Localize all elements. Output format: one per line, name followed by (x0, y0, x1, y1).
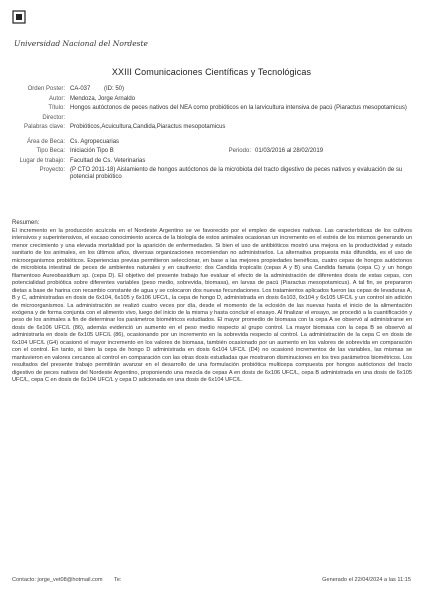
lugar-trabajo-row (0, 158, 423, 165)
tipo-beca-label: Tipo Beca: (36, 148, 65, 154)
proyecto-row (0, 167, 423, 182)
lugar-trabajo-label: Lugar de trabajo: (19, 157, 65, 164)
director-row (0, 115, 423, 122)
autor-label: Autor: (48, 95, 65, 102)
contact-email: Contacto: jorge_vet08@hotmail.com (12, 577, 103, 583)
periodo-label: Periodo: (228, 148, 251, 154)
generated-timestamp: Generado el 22/04/2024 a las 11:15 (322, 577, 411, 583)
director-label: Director: (42, 114, 65, 121)
palabras-clave-value: Probióticos,Acuicultura,Candida,Piaractus mesopotamicus (70, 124, 226, 130)
orden-poster-id: (ID: 50) (104, 86, 125, 92)
university-emblem-icon (12, 10, 26, 24)
university-logo (12, 10, 148, 50)
autor-value: Mendoza, Jorge Arnaldo (70, 95, 136, 102)
poster-metadata (0, 86, 423, 184)
titulo-label: Título: (48, 105, 65, 111)
director-value (70, 115, 410, 122)
proyecto-value: (P CTO 2011-18) Aislamiento de hongos autóctonos de la microbiota del tracto digestivo de peces nativos y evaluación de su potencial probiótico (70, 167, 403, 181)
contact-phone-label: Te: (114, 577, 122, 583)
proyecto-label: Proyecto: (39, 167, 65, 173)
tipo-beca-row (0, 148, 423, 155)
resumen-body: El incremento en la producción acuícola en el Nordeste Argentino se ve favorecido por el empleo de especies nativas. Las características de los cultivos intensivos y superintensivos, el escaso conocimiento acerca de la biología de estos animales ocasionan un incremento en el estrés de los mismos generando un menor crecimiento y una elevada mortalidad por la aparición de enfermedades. Si bien el uso de antibióticos mostró una mejora en la productividad y estado sanitario de los animales, en los últimos años, diversas organizaciones recomiendan no administrarlos. La alternativa propuesta más difundida, es el uso de microorganismos probióticos. Experiencias previas permitieron seleccionar, en base a las mejores propiedades benéficas, cuatro cepas de hongos autóctonos de microbiota intestinal de peces de ambientes naturales y en cautiverio: dos Candida tropicalis (cepas A y B) una Candida famata (cepa C) y un hongo filamentoso Aureobasidium sp. (cepa D). El objetivo del presente trabajo fue evaluar el efecto de la administración de diferentes dosis de estas cepas, con potencialidad probiótica sobre diferentes variables (peso medio, sobrevida, biomasa), en larvas de pacú (Piaractus mesopotamicus). A tal fin, se prepararon dietas a base de harina con recambio constante de agua y se colocaron dos nuevas fecundaciones. Los tratamientos aplicados fueron las cepas de levaduras A, B y C, administradas en dosis de 6x104, 6x105 y 6x106 UFC/L, la cepa de hongo D, administrada en dosis 6x103, 6x104 y 6x105 UFC/L y un control sin adición de microorganismos. La administración se realizó cuatro veces por día, desde el momento de la eclosión de las nuevas hasta el inicio de la alimentación exógena y de forma conjunta con el alimento vivo, luego del inicio de la misma y hasta concluir el ensayo. Al finalizar el ensayo, se procedió a la cuantificación y peso de los animales a fin de determinar los parámetros biométricos estudiados. El mayor promedio de biomasa con la cepa A se observó al administrarse en dosis de 6x106 UFC/L (86), además evidenció un aumento en el peso medio respecto al grupo control. La mayor biomasa con la cepa B se observó al administrarla en dosis de 6x105 UFC/L (86), ocasionando por un incremento en la sobrevida respecto al control. La administración de la cepa C en dosis de 6x104 UFC/L (G4) ocasionó el mayor incremento en los valores de biomasa, también ocasionado por un aumento en los valores de sobrevida en comparación con el control. En tanto, si bien la cepa de hongo D administrada en dosis 6x104 UFC/L (D4) no ocasionó incrementos de las variables, las mismas se mantuvieron en valores cercanos al control en comparación con las otras dosis estudiadas que mostraron disminuciones en los tres parámetros biométricos. Los resultados del presente trabajo permitirán avanzar en el desarrollo de una formulación probiótica multicepa compuesta por hongos autóctonos del tracto digestivo de peces nativos del Nordeste Argentino, proponiendo una mezcla de cepas A en dosis de 6x106 UFC/L, cepa B administrada en una dosis de 6x105 UFC/L, cepa C en dosis de 6x104 UFC/L y cepa D adicionada en una dosis de 6x104 UFC/L. (12, 228, 412, 384)
palabras-clave-row (0, 124, 423, 131)
lugar-trabajo-value: Facultad de Cs. Veterinarias (70, 157, 146, 164)
autor-row (0, 96, 423, 103)
orden-poster-value: CA-037 (70, 86, 91, 92)
orden-poster-row (0, 86, 423, 93)
titulo-value: Hongos autóctonos de peces nativos del NEA como probióticos en la larvicultura intensiva de pacú (Piaractus mesopotamicus) (70, 105, 407, 111)
palabras-clave-label: Palabras clave: (23, 124, 65, 130)
area-beca-label: Área de Beca: (26, 138, 65, 145)
area-beca-value: Cs. Agropecuarias (70, 138, 120, 145)
periodo-value: 01/03/2016 al 28/02/2019 (255, 148, 324, 154)
resumen-label: Resumen: (12, 220, 40, 226)
tipo-beca-value: Iniciación Tipo B (70, 148, 114, 154)
university-name: Universidad Nacional del Nordeste (14, 39, 148, 48)
orden-poster-label: Orden Poster: (27, 86, 65, 92)
titulo-row (0, 105, 423, 112)
page-title: XXIII Comunicaciones Científicas y Tecnológicas (111, 67, 312, 77)
area-beca-row (0, 139, 423, 146)
